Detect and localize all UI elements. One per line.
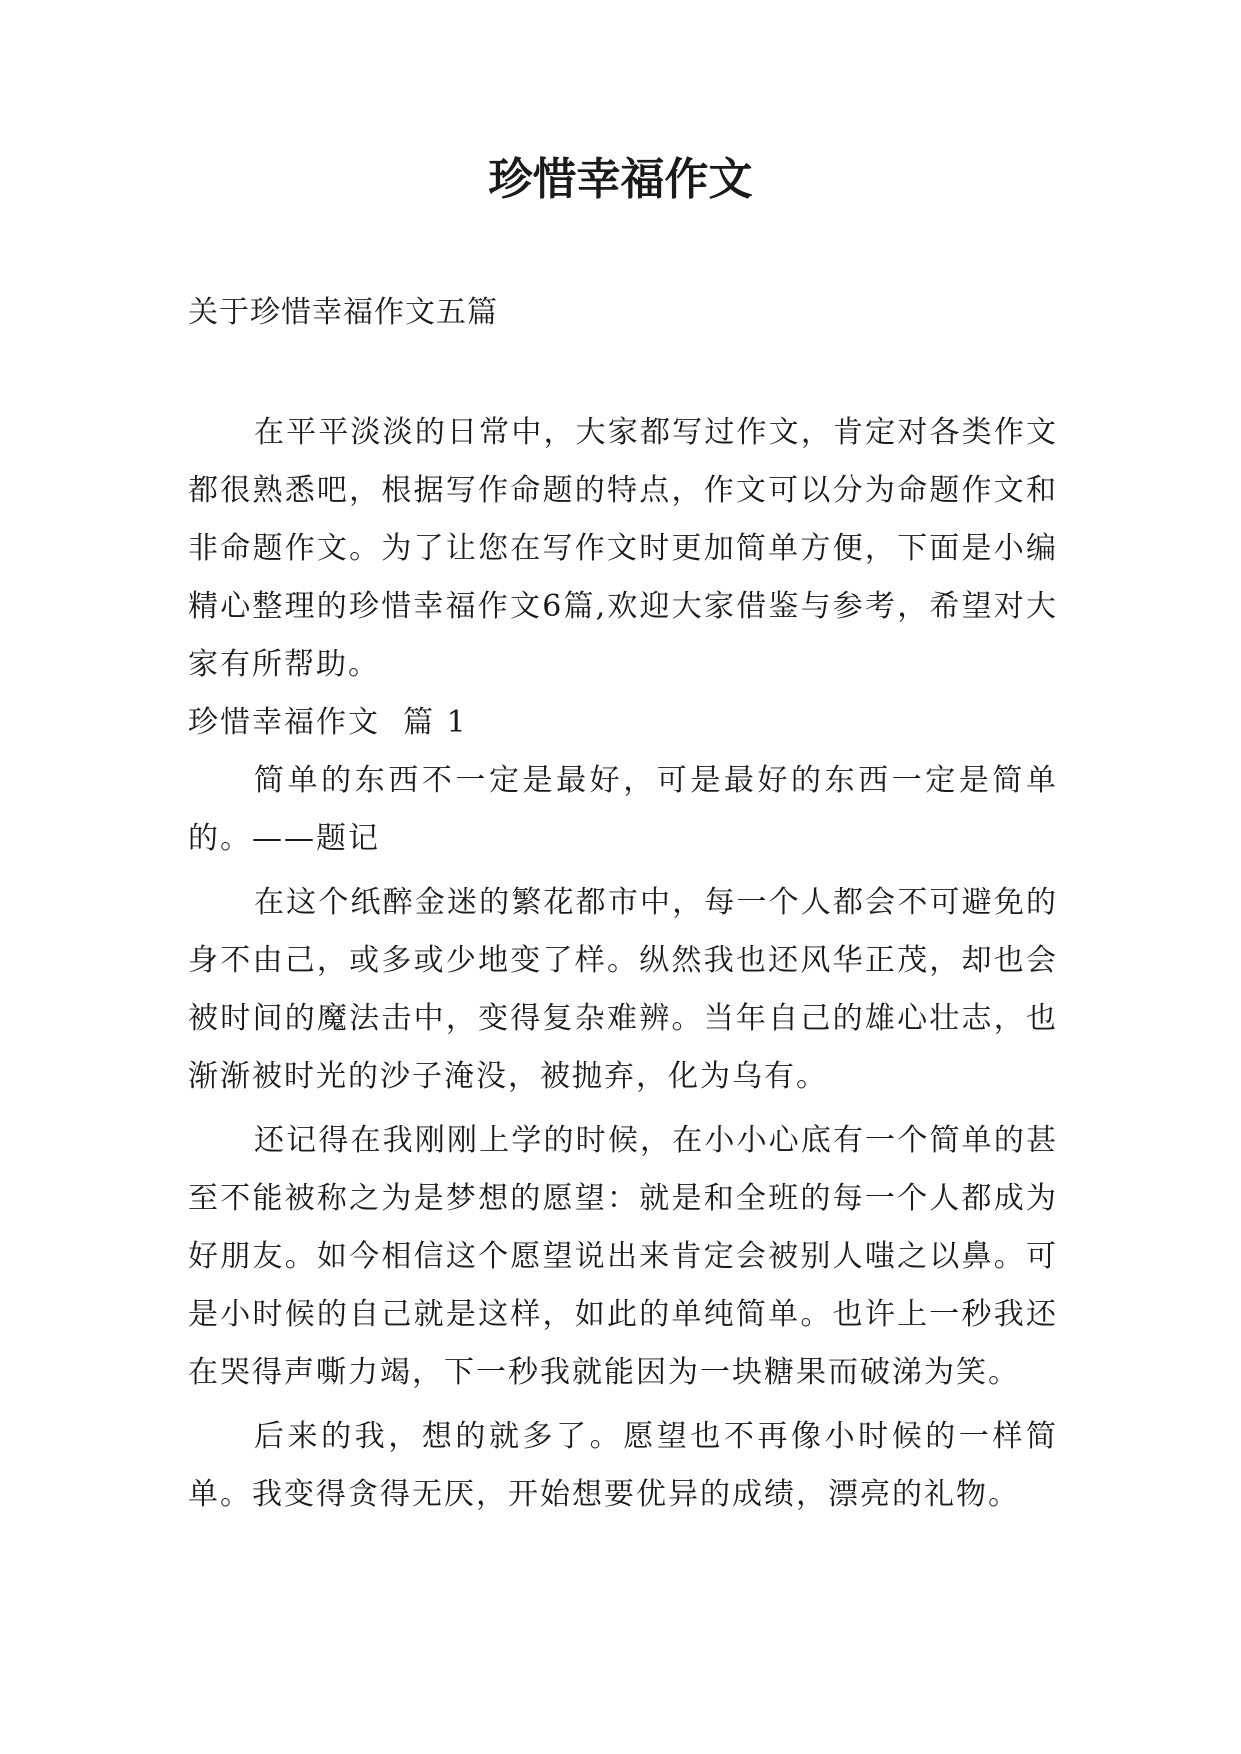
section-heading: 珍惜幸福作文 篇 1 — [188, 705, 468, 740]
body-paragraph: 在这个纸醉金迷的繁花都市中，每一个人都会不可避免的身不由己，或多或少地变了样。纵然我也还风华正茂，却也会被时间的魔法击中，变得复杂难辨。当年自己的雄心壮志，也渐渐被时光的沙子淹没，被抛弃，化为乌有。 — [188, 885, 1058, 1094]
body-paragraph: 后来的我，想的就多了。愿望也不再像小时候的一样简单。我变得贪得无厌，开始想要优异的成绩，漂亮的礼物。 — [188, 1419, 1058, 1512]
body-paragraph: 简单的东西不一定是最好，可是最好的东西一定是简单的。——题记 — [188, 763, 1058, 856]
document-title: 珍惜幸福作文 — [488, 154, 753, 205]
intro-paragraph: 在平平淡淡的日常中，大家都写过作文，肯定对各类作文都很熟悉吧，根据写作命题的特点，作文可以分为命题作文和非命题作文。为了让您在写作文时更加简单方便，下面是小编精心整理的珍惜幸福作文6篇,欢迎大家借鉴与参考，希望对大家有所帮助。 — [188, 415, 1058, 682]
document-subtitle: 关于珍惜幸福作文五篇 — [188, 295, 498, 330]
body-paragraph: 还记得在我刚刚上学的时候，在小小心底有一个简单的甚至不能被称之为是梦想的愿望：就是和全班的每一个人都成为好朋友。如今相信这个愿望说出来肯定会被别人嗤之以鼻。可是小时候的自己就是这样，如此的单纯简单。也许上一秒我还在哭得声嘶力竭，下一秒我就能因为一块糖果而破涕为笑。 — [188, 1123, 1058, 1390]
document-body — [188, 404, 1058, 1524]
